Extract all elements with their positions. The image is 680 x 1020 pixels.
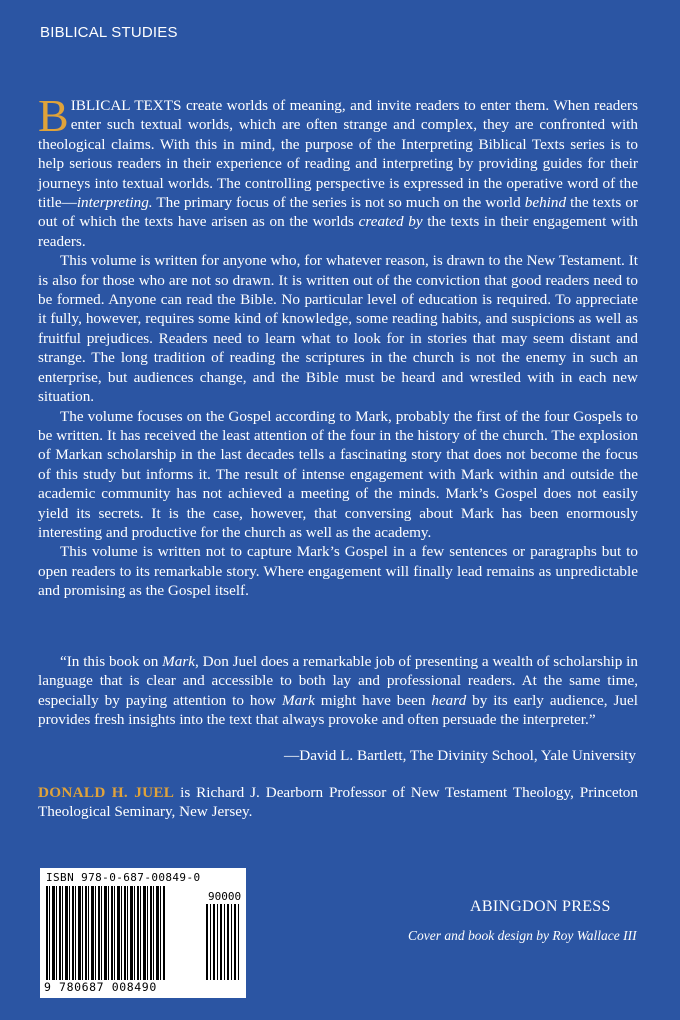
author-bio-text: is Richard J. Dearborn Professor of New Testament Theology, Princeton Theological Seminary, New Jersey.	[38, 784, 638, 821]
price-code: 90000	[208, 890, 242, 903]
author-name: DONALD H. JUEL	[38, 784, 175, 801]
barcode-digits: 9 780687 008490	[44, 980, 157, 994]
isbn-text: ISBN 978-0-687-00849-0	[46, 871, 201, 884]
design-credit: Cover and book design by Roy Wallace III	[408, 928, 637, 943]
barcode-bars	[46, 886, 166, 980]
publisher-name: ABINGDON PRESS	[470, 898, 611, 915]
isbn-barcode	[40, 868, 246, 998]
author-bio	[38, 783, 638, 822]
blurb-paragraph-1: BIBLICAL TEXTS create worlds of meaning, and invite readers to enter them. When readers enter such textual worlds, which are often strange and complex, they are confronted with theological claims. With this in mind, the purpose of the Interpreting Biblical Texts series is to help serious readers in their experience of reading and interpreting by providing guides for their journeys into textual worlds. The controlling perspective is expressed in the operative word of the title—interpreting. The primary focus of the series is not so much on the world behind the texts or out of which the texts have arisen as on the worlds created by the texts in their engagement with readers.	[38, 90, 639, 250]
series-label: BIBLICAL STUDIES	[40, 24, 178, 41]
price-barcode-bars	[206, 904, 240, 980]
endorsement-quote: “In this book on Mark, Don Juel does a remarkable job of presenting a wealth of scholarship in language that is clear and accessible to both lay and professional readers. At the same time, especially by paying attention to how Mark might have been heard by its early audience, Juel provides fresh insights into the text that always provoke and often persuade the interpreter.”	[38, 653, 638, 729]
drop-cap: B	[38, 90, 69, 141]
endorsement-attribution: —David L. Bartlett, The Divinity School, Yale University	[284, 747, 636, 764]
blurb-paragraph-4: This volume is written not to capture Mark’s Gospel in a few sentences or paragraphs but to open readers to its remarkable story. Where engagement will finally lead remains as unpredictable and promising as the Gospel itself.	[38, 543, 638, 600]
blurb-paragraph-3: The volume focuses on the Gospel according to Mark, probably the first of the four Gospels to be written. It has received the least attention of the four in the history of the church. The explosion of Markan scholarship in the last decades tells a fascinating story that does not become the focus of this study but informs it. The result of intense engagement with Mark within and outside the academic community has not achieved a meeting of the minds. Mark’s Gospel does not easily yield its secrets. It is the case, however, that conversing about Mark has been enormously interesting and productive for the church as well as the academy.	[38, 407, 638, 541]
description-blurb	[38, 90, 639, 601]
blurb-paragraph-2: This volume is written for anyone who, for whatever reason, is drawn to the New Testament. It is also for those who are not so drawn. It is written out of the conviction that good readers need to be formed. Anyone can read the Bible. No particular level of education is required. To appreciate it fully, however, requires some kind of knowledge, some reading habits, and suspicions as well as fruitful prejudices. Readers need to learn what to look for in stories that may seem distant and strange. The long tradition of reading the scriptures in the church is not the enemy in such an enterprise, but audiences change, and the Bible must be heard and wrestled with in each new situation.	[38, 252, 638, 406]
